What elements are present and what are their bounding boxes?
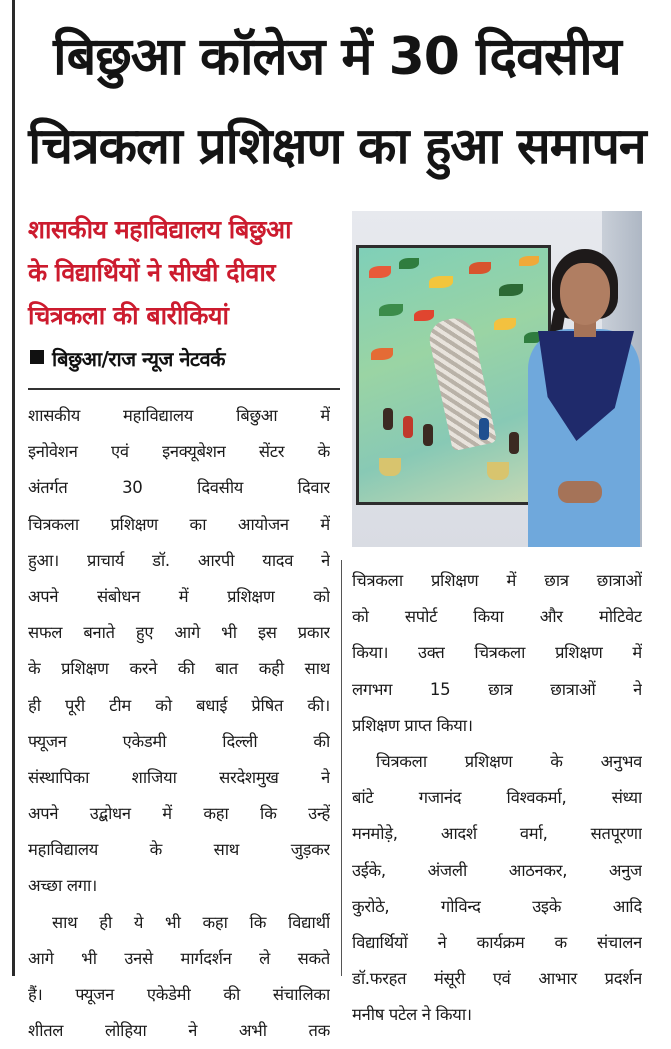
painting-pot [487,462,509,480]
byline [30,342,340,376]
article-line: बांटे गजानंद विश्वकर्मा, संध्या [352,788,642,808]
subheadline-line-3: चित्रकला की बारीकियां [28,301,229,330]
headline-line-2: चित्रकला प्रशिक्षण का हुआ समापन [28,117,646,175]
article-line: अपने उद्बोधन में कहा कि उन्हें [28,804,330,824]
article-line: इनोवेशन एवं इनक्यूबेशन सेंटर के [28,442,330,462]
student-face [560,263,610,325]
painting-leaf [519,256,539,266]
article-column-left [28,398,330,1049]
article-line: अंतर्गत 30 दिवसीय दिवार [28,478,330,498]
painting-figure [383,408,393,430]
painting-figure [479,418,489,440]
painting-leaf [429,276,453,288]
article-line: डॉ.फरहत मंसूरी एवं आभार प्रदर्शन [352,969,642,989]
article-line: प्रशिक्षण प्राप्त किया। [352,715,473,735]
article-line: अच्छा लगा। [28,876,97,896]
article-line: अपने संबोधन में प्रशिक्षण को [28,586,330,606]
article-line: मनीष पटेल ने किया। [352,1005,472,1025]
painting-leaf [371,348,393,360]
article-line: के प्रशिक्षण करने की बात कही साथ [28,659,330,679]
painting-figure [403,416,413,438]
article-line: फ्यूजन एकेडमी दिल्ली की [28,731,330,751]
article-line: साथ ही ये भी कहा कि विद्यार्थी [52,912,330,932]
article-line: शीतल लोहिया ने अभी तक [28,1021,330,1041]
article-line: चित्रकला प्रशिक्षण का आयोजन में [28,514,330,534]
column-divider [341,560,342,976]
article-line: चित्रकला प्रशिक्षण में छात्र छात्राओं [352,571,642,590]
article-line: आगे भी उनसे मार्गदर्शन ले सकते [28,948,330,968]
article-line: हैं। फ्यूजन एकेडेमी की संचालिका [28,985,330,1004]
article-line: विद्यार्थियों ने कार्यक्रम क संचालन [352,932,642,952]
article-line: चित्रकला प्रशिक्षण के अनुभव [376,751,642,771]
article-line: किया। उक्त चित्रकला प्रशिक्षण में [352,643,642,663]
painting-leaf [494,318,516,330]
article-line: ही पूरी टीम को बधाई प्रेषित की। [28,695,330,715]
article-line: शासकीय महाविद्यालय बिछुआ में [28,406,330,425]
article-line: संस्थापिका शाजिया सरदेशमुख ने [28,767,330,787]
painting-leaf [414,310,434,321]
article-line: सफल बनाते हुए आगे भी इस प्रकार [28,623,330,643]
article-line: को सपोर्ट किया और मोटिवेट [352,607,642,627]
square-bullet-icon [30,350,44,364]
wall-painting [356,245,551,505]
painting-pot [379,458,401,476]
article-line: कुरोठे, गोविन्द उइके आदि [352,896,642,916]
byline-text: बिछुआ/राज न्यूज नेटवर्क [52,347,225,371]
student-hands [558,481,602,503]
article-line: उईके, अंजली आठनकर, अनुज [352,860,642,880]
article-line: हुआ। प्राचार्य डॉ. आरपी यादव ने [28,550,330,570]
painting-canvas [359,248,548,502]
subheadline-line-2: के विद्यार्थियों ने सीखी दीवार [28,258,276,287]
column-rule-left [12,0,15,976]
article-column-right [352,563,642,1033]
painting-leaf [379,304,403,316]
subheadline-line-1: शासकीय महाविद्यालय बिछुआ [28,215,292,244]
byline-divider [28,388,340,390]
headline-line-1: बिछुआ कॉलेज में 30 दिवसीय [53,27,621,87]
painting-leaf [369,266,391,278]
article-line: महाविद्यालय के साथ जुड़कर [28,840,330,860]
painting-leaf [399,258,419,269]
painting-leaf [469,262,491,274]
article-line: मनमोड़े, आदर्श वर्मा, सतपूरणा [352,824,642,844]
article-line: लगभग 15 छात्र छात्राओं ने [352,679,642,699]
painting-leaf [499,284,523,296]
painting-figure [509,432,519,454]
news-photo [352,211,642,547]
painting-figure [423,424,433,446]
